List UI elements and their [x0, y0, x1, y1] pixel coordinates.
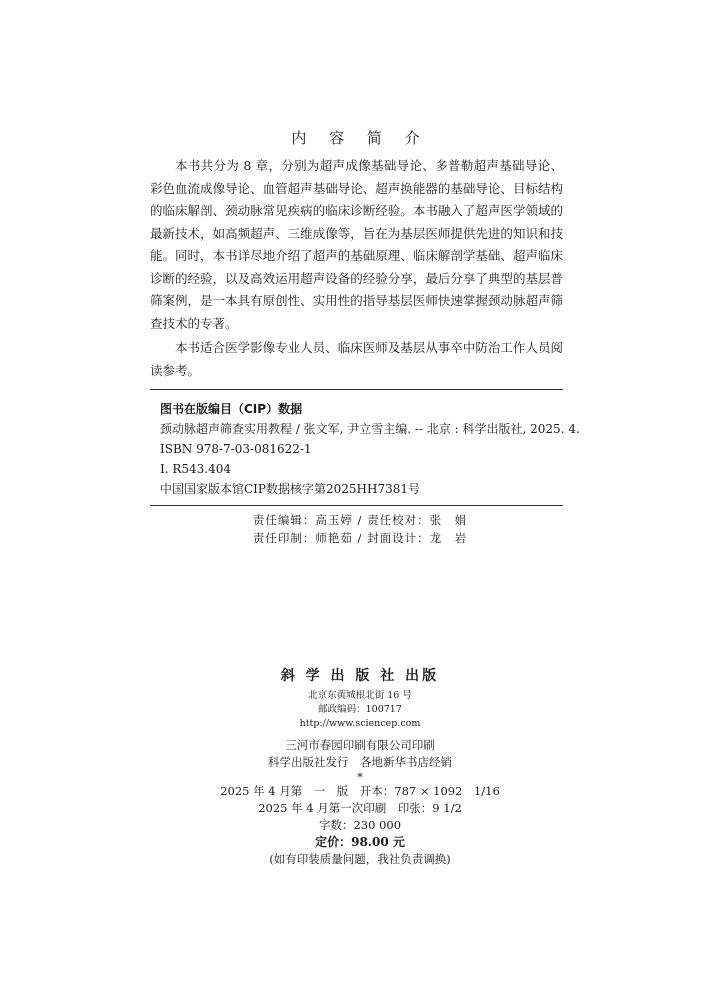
- publisher-block: [0, 665, 720, 868]
- distribution-line: 科学出版社发行 各地新华书店经销: [268, 755, 452, 769]
- credits-production: 责任印制：师艳茹 / 封面设计：龙 岩: [252, 531, 468, 545]
- publisher-address: 北京东黄城根北街 16 号: [308, 690, 412, 701]
- publisher-url: http://www.sciencep.com: [299, 718, 421, 729]
- printer-line: 三河市春园印刷有限公司印刷: [285, 738, 435, 752]
- separator-star: *: [357, 770, 363, 784]
- intro-section: [150, 155, 563, 382]
- page-title: 内 容 简 介: [291, 129, 429, 147]
- wordcount-line: 字数：230 000: [318, 818, 402, 832]
- printing-line: 2025 年 4 月第一次印刷 印张：9 1/2: [258, 801, 462, 815]
- publisher-name: 斜 学 出 版 社 出版: [280, 668, 440, 684]
- price-line: 定价：98.00 元: [315, 835, 405, 849]
- cip-number: 中国国家版本馆CIP数据核字第2025HH7381号: [160, 482, 421, 496]
- cip-classification: Ⅰ. R543.404: [160, 462, 232, 476]
- notice-line: (如有印装质量问题，我社负责调换): [269, 852, 451, 866]
- cip-title-line: 颈动脉超声筛查实用教程 / 张文军, 尹立雪主编. -- 北京 : 科学出版社, 2025. 4.: [160, 422, 580, 436]
- intro-paragraph-1: 本书共分为 8 章，分别为超声成像基础导论、多普勒超声基础导论、彩色血流成像导论、血管超声基础导论、超声换能器的基础导论、目标结构的临床解剖、颈动脉常见疾病的临床诊断经验。本书融入了超声医学领域的最新技术，如高频超声、三维成像等，旨在为基层医师提供先进的知识和技能。同时，本书详尽地介绍了超声的基础原理、临床解剖学基础、超声临床诊断的经验，以及高效运用超声设备的经验分享，最后分享了典型的基层普筛案例，是一本具有原创性、实用性的指导基层医师快速掌握颈动脉超声筛查技术的专著。: [150, 158, 563, 331]
- cip-heading: 图书在版编目（CIP）数据: [160, 402, 303, 416]
- credits-block: [0, 511, 720, 547]
- cip-top-rule: [150, 389, 563, 390]
- intro-paragraph-2: 本书适合医学影像专业人员、临床医师及基层从事卒中防治工作人员阅读参考。: [150, 340, 563, 378]
- edition-line: 2025 年 4 月第 一 版 开本：787 × 1092 1/16: [220, 784, 500, 798]
- credits-editors: 责任编辑：高玉婷 / 责任校对：张 娟: [252, 513, 468, 527]
- cip-bottom-rule: [150, 505, 563, 506]
- cip-block: [160, 399, 580, 499]
- cip-isbn: ISBN 978-7-03-081622-1: [160, 442, 312, 456]
- publisher-postcode: 邮政编码：100717: [318, 704, 402, 715]
